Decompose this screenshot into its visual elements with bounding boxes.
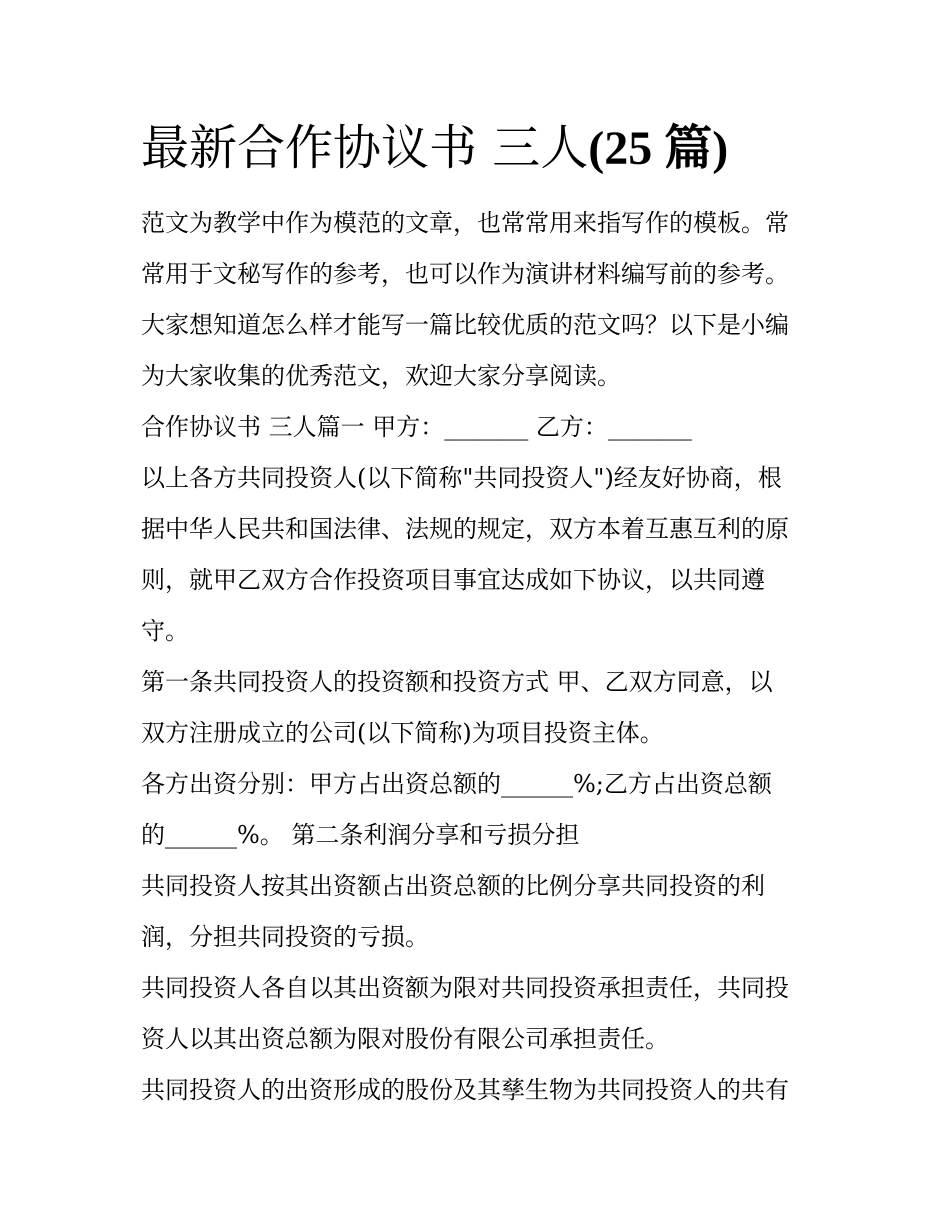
body-line: 据中华人民共和国法律、法规的规定，双方本着互惠互利的原 bbox=[141, 515, 789, 543]
body-line: 以上各方共同投资人(以下简称"共同投资人")经友好协商，根 bbox=[141, 464, 782, 492]
body-line: 范文为教学中作为模范的文章，也常常用来指写作的模板。常 bbox=[141, 209, 789, 237]
body-line: 各方出资分别：甲方占出资总额的______%;乙方占出资总额 bbox=[141, 770, 772, 798]
body-line: 第一条共同投资人的投资额和投资方式 甲、乙双方同意，以 bbox=[141, 668, 773, 696]
title-count: (25 篇) bbox=[588, 122, 729, 175]
body-line: 则，就甲乙双方合作投资项目事宜达成如下协议，以共同遵 bbox=[141, 566, 765, 594]
body-line: 资人以其出资总额为限对股份有限公司承担责任。 bbox=[141, 1025, 669, 1053]
body-line: 共同投资人的出资形成的股份及其孳生物为共同投资人的共有 bbox=[141, 1076, 789, 1104]
body-line: 守。 bbox=[141, 617, 189, 645]
body-line: 大家想知道怎么样才能写一篇比较优质的范文吗？以下是小编 bbox=[141, 311, 789, 339]
document-body bbox=[141, 198, 821, 1116]
body-line: 为大家收集的优秀范文，欢迎大家分享阅读。 bbox=[141, 362, 621, 390]
body-line: 共同投资人按其出资额占出资总额的比例分享共同投资的利 bbox=[141, 872, 765, 900]
body-line: 共同投资人各自以其出资额为限对共同投资承担责任，共同投 bbox=[141, 974, 789, 1002]
body-line: 的______%。 第二条利润分享和亏损分担 bbox=[141, 821, 580, 849]
body-line: 双方注册成立的公司(以下简称)为项目投资主体。 bbox=[141, 719, 664, 747]
body-line: 常用于文秘写作的参考，也可以作为演讲材料编写前的参考。 bbox=[141, 260, 789, 288]
document-title bbox=[141, 112, 728, 185]
title-text: 最新合作协议书 三人 bbox=[141, 120, 589, 176]
body-line: 合作协议书 三人篇一 甲方：_______ 乙方：_______ bbox=[141, 413, 692, 441]
body-line: 润，分担共同投资的亏损。 bbox=[141, 923, 429, 951]
